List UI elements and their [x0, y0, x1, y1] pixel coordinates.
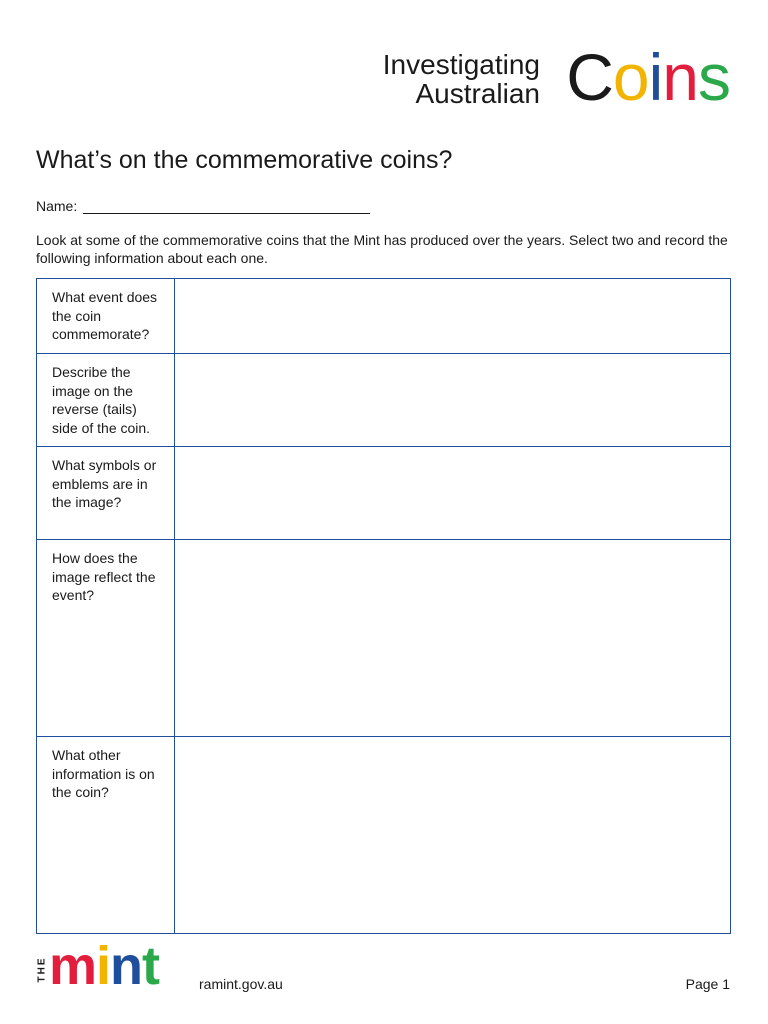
name-row [36, 198, 370, 214]
question-cell: What symbols or emblems are in the image? [37, 447, 175, 540]
logo-letter: C [566, 40, 613, 114]
logo-line-1: Investigating [382, 49, 540, 80]
intro-text: Look at some of the commemorative coins that the Mint has produced over the years. Select two and record the following information about each one. [36, 232, 728, 266]
mint-logo-word [49, 938, 159, 994]
logo-letter: o [612, 40, 649, 114]
mint-logo [36, 936, 187, 996]
table-row [37, 737, 731, 934]
answer-cell[interactable] [175, 737, 731, 934]
question-cell: How does the image reflect the event? [37, 540, 175, 737]
mint-letter: t [142, 936, 160, 996]
page-number: Page 1 [685, 976, 730, 992]
logo-tagline [383, 50, 540, 108]
question-cell: Describe the image on the reverse (tails) side of the coin. [37, 354, 175, 447]
name-input-line[interactable] [83, 201, 370, 214]
question-cell: What event does the coin commemorate? [37, 279, 175, 354]
name-label: Name: [36, 198, 78, 214]
table-row [37, 540, 731, 737]
logo-letter: s [698, 40, 730, 114]
logo-coins-word [566, 40, 730, 114]
answer-cell[interactable] [175, 447, 731, 540]
logo-letter: n [662, 40, 698, 114]
table-row [37, 354, 731, 447]
answer-cell[interactable] [175, 279, 731, 354]
answer-cell[interactable] [175, 540, 731, 737]
mint-letter: n [110, 936, 143, 996]
header-logo [358, 40, 730, 114]
page-title: What’s on the commemorative coins? [36, 146, 453, 174]
table-row [37, 279, 731, 354]
logo-line-2: Australian [415, 78, 540, 109]
footer-url[interactable]: ramint.gov.au [199, 976, 283, 992]
question-cell: What other information is on the coin? [37, 737, 175, 934]
answer-cell[interactable] [175, 354, 731, 447]
mint-logo-the: THE [36, 956, 48, 983]
table-row [37, 447, 731, 540]
logo-letter: i [648, 40, 663, 114]
mint-letter: i [96, 936, 111, 996]
worksheet-table [36, 278, 731, 934]
mint-letter: m [49, 936, 97, 996]
